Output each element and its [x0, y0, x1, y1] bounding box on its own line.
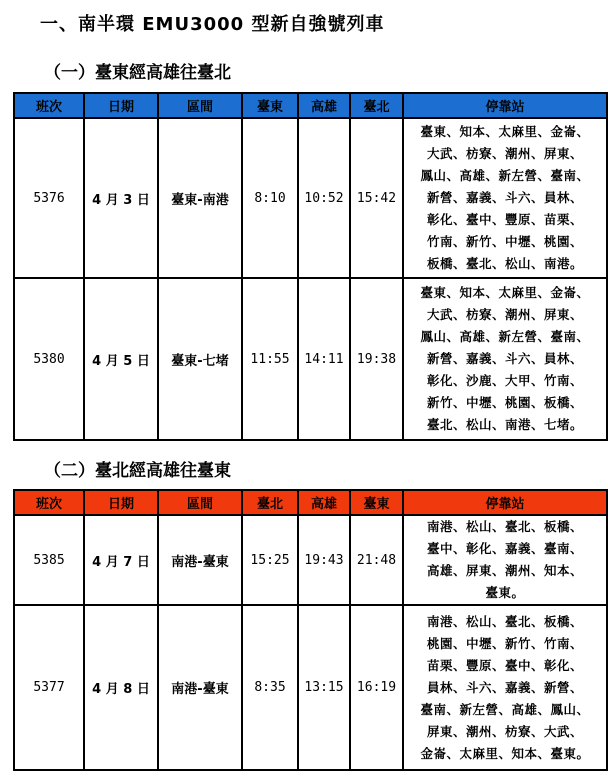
table-header-row	[14, 490, 607, 515]
stops-line: 臺東、知本、太麻里、金崙、	[420, 285, 590, 300]
train-number: 5385	[14, 515, 84, 605]
date-cell: 4 月 8 日	[84, 605, 158, 770]
date-cell: 4 月 3 日	[84, 118, 158, 278]
stops-line: 竹南、新竹、中壢、桃園、	[426, 234, 583, 249]
column-header-station-3: 臺北	[350, 93, 403, 118]
stops-line: 金崙、太麻里、知本、臺東。	[420, 745, 590, 761]
stops-line: 臺中、彰化、嘉義、臺南、	[426, 541, 583, 556]
time-station-3: 19:38	[350, 278, 403, 440]
section1-title: （一）臺東經高雄往臺北	[44, 63, 231, 83]
column-header-stops: 停靠站	[403, 93, 607, 118]
column-header-train: 班次	[14, 93, 84, 118]
page-heading: 一、南半環 EMU3000 型新自強號列車	[40, 14, 385, 35]
stops-line: 大武、枋寮、潮州、屏東、	[426, 146, 583, 161]
segment-cell: 臺東-七堵	[158, 278, 242, 440]
time-station-1: 15:25	[242, 515, 298, 605]
train-number: 5380	[14, 278, 84, 440]
column-header-station-2: 高雄	[298, 490, 350, 515]
stops-line: 臺東、知本、太麻里、金崙、	[420, 124, 590, 139]
stops-line: 桃園、中壢、新竹、竹南、	[426, 635, 583, 651]
stops-line: 彰化、臺中、豐原、苗栗、	[426, 212, 583, 227]
train-number: 5376	[14, 118, 84, 278]
table-header-row	[14, 93, 607, 118]
time-station-1: 11:55	[242, 278, 298, 440]
column-header-segment: 區間	[158, 93, 242, 118]
date-cell: 4 月 7 日	[84, 515, 158, 605]
table-row	[14, 118, 607, 278]
stops-line: 臺北、松山、南港、七堵。	[426, 417, 583, 432]
segment-cell: 南港-臺東	[158, 605, 242, 770]
stops-line: 鳳山、高雄、新左營、臺南、	[420, 329, 590, 344]
stops-line: 大武、枋寮、潮州、屏東、	[426, 307, 583, 322]
column-header-station-3: 臺東	[350, 490, 403, 515]
stops-cell	[403, 515, 607, 605]
stops-line: 新竹、中壢、桃園、板橋、	[426, 395, 583, 410]
section2-title: （二）臺北經高雄往臺東	[44, 461, 231, 481]
time-station-3: 21:48	[350, 515, 403, 605]
stops-line: 臺東。	[485, 585, 525, 600]
stops-line: 臺南、新左營、高雄、鳳山、	[420, 701, 590, 717]
column-header-stops: 停靠站	[403, 490, 607, 515]
date-cell: 4 月 5 日	[84, 278, 158, 440]
stops-line: 高雄、屏東、潮州、知本、	[426, 563, 583, 578]
stops-cell	[403, 605, 607, 770]
stops-line: 南港、松山、臺北、板橋、	[426, 613, 583, 629]
time-station-2: 19:43	[298, 515, 350, 605]
segment-cell: 臺東-南港	[158, 118, 242, 278]
table-row	[14, 605, 607, 770]
stops-cell	[403, 118, 607, 278]
stops-line: 彰化、沙鹿、大甲、竹南、	[426, 373, 583, 388]
time-station-2: 14:11	[298, 278, 350, 440]
segment-cell: 南港-臺東	[158, 515, 242, 605]
column-header-station-1: 臺東	[242, 93, 298, 118]
train-number: 5377	[14, 605, 84, 770]
stops-line: 苗栗、豐原、臺中、彰化、	[426, 657, 583, 673]
stops-cell	[403, 278, 607, 440]
time-station-3: 16:19	[350, 605, 403, 770]
column-header-date: 日期	[84, 93, 158, 118]
stops-line: 板橋、臺北、松山、南港。	[426, 256, 583, 271]
stops-line: 新營、嘉義、斗六、員林、	[426, 351, 583, 366]
stops-line: 員林、斗六、嘉義、新營、	[426, 679, 583, 695]
column-header-segment: 區間	[158, 490, 242, 515]
time-station-3: 15:42	[350, 118, 403, 278]
table-row	[14, 278, 607, 440]
column-header-station-1: 臺北	[242, 490, 298, 515]
column-header-station-2: 高雄	[298, 93, 350, 118]
time-station-1: 8:10	[242, 118, 298, 278]
stops-line: 南港、松山、臺北、板橋、	[426, 519, 583, 534]
time-station-2: 13:15	[298, 605, 350, 770]
schedule-table-northbound	[13, 92, 608, 441]
time-station-1: 8:35	[242, 605, 298, 770]
column-header-date: 日期	[84, 490, 158, 515]
stops-line: 屏東、潮州、枋寮、大武、	[426, 723, 583, 739]
column-header-train: 班次	[14, 490, 84, 515]
table-row	[14, 515, 607, 605]
time-station-2: 10:52	[298, 118, 350, 278]
stops-line: 新營、嘉義、斗六、員林、	[426, 190, 583, 205]
stops-line: 鳳山、高雄、新左營、臺南、	[420, 168, 590, 183]
schedule-table-southbound	[13, 489, 608, 771]
